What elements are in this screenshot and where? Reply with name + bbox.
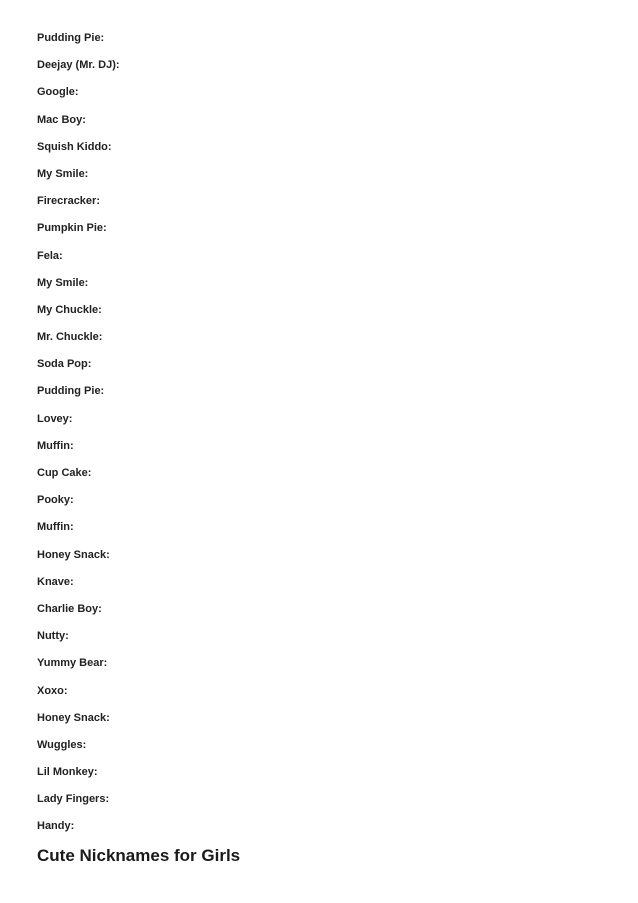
nickname-item: Handy: bbox=[37, 820, 75, 833]
nickname-item: Google: bbox=[37, 86, 79, 99]
nickname-item: Wuggles: bbox=[37, 738, 87, 751]
nickname-item: My Smile: bbox=[37, 276, 89, 289]
nickname-item: Firecracker: bbox=[37, 195, 100, 208]
nickname-item: Pooky: bbox=[37, 494, 74, 507]
nickname-item: My Chuckle: bbox=[37, 303, 102, 316]
nickname-item: Pudding Pie: bbox=[37, 32, 105, 44]
nickname-item: Mac Boy: bbox=[37, 113, 86, 126]
section-heading: Cute Nicknames for Girls bbox=[37, 846, 241, 865]
nickname-item: Honey Snack: bbox=[37, 711, 110, 724]
nickname-item: Charlie Boy: bbox=[37, 602, 102, 615]
nickname-item: Mr. Chuckle: bbox=[37, 331, 103, 344]
nickname-item: Deejay (Mr. DJ): bbox=[37, 59, 120, 72]
nickname-item: Muffin: bbox=[37, 439, 74, 452]
document-page bbox=[37, 31, 597, 847]
nickname-item: Lady Fingers: bbox=[37, 793, 110, 806]
nickname-list bbox=[37, 31, 597, 847]
nickname-item: Yummy Bear: bbox=[37, 657, 108, 670]
nickname-item: Lovey: bbox=[37, 412, 73, 425]
nickname-item: Soda Pop: bbox=[37, 358, 92, 371]
nickname-item: Fela: bbox=[37, 249, 63, 262]
nickname-item: Knave: bbox=[37, 575, 74, 588]
nickname-item: Cup Cake: bbox=[37, 467, 92, 479]
nickname-item: Nutty: bbox=[37, 630, 69, 643]
nickname-item: Lil Monkey: bbox=[37, 766, 98, 779]
nickname-item: My Smile: bbox=[37, 167, 89, 180]
nickname-item: Pumpkin Pie: bbox=[37, 222, 107, 235]
nickname-item: Xoxo: bbox=[37, 684, 68, 697]
nickname-item: Squish Kiddo: bbox=[37, 140, 112, 153]
nickname-item: Muffin: bbox=[37, 521, 74, 534]
nickname-item: Pudding Pie: bbox=[37, 385, 105, 398]
nickname-item: Honey Snack: bbox=[37, 548, 110, 561]
